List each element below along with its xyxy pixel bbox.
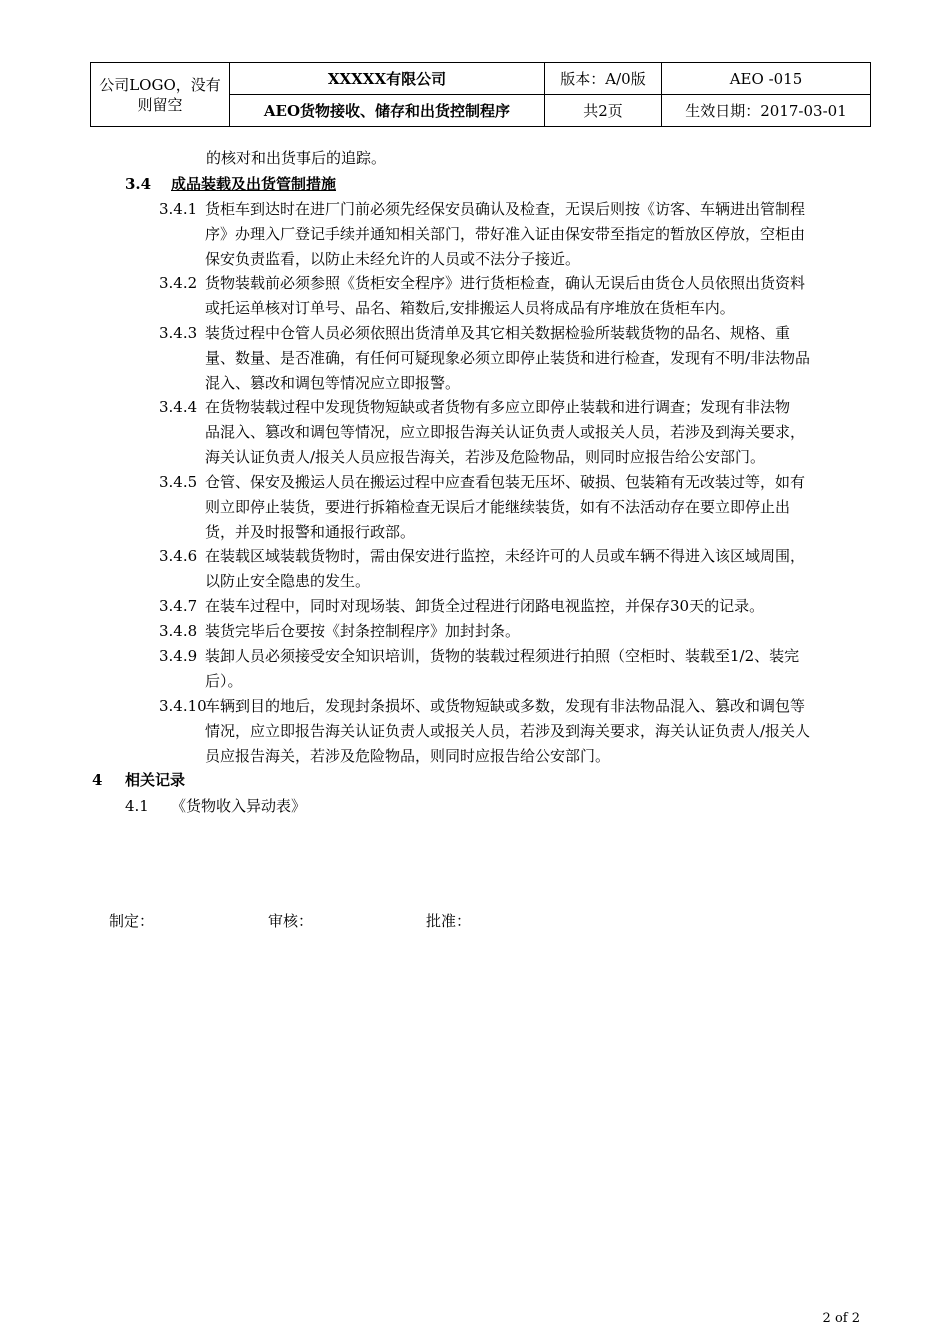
document-header-table <box>90 62 871 127</box>
clause-text-line: 海关认证负责人/报关人员应报告海关，若涉及危险物品，则同时应报告给公安部门。 <box>205 448 766 466</box>
clause-text-line: 在装车过程中，同时对现场装、卸货全过程进行闭路电视监控，并保存30天的记录。 <box>205 597 765 615</box>
signature-made: 制定： <box>109 912 155 930</box>
clause-text-line: 装货完毕后仓要按《封条控制程序》加封封条。 <box>205 622 521 640</box>
clause-text-line: 以防止安全隐患的发生。 <box>205 572 371 590</box>
signature-review: 审核： <box>268 912 314 930</box>
clause-text-line: 混入、篡改和调包等情况应立即报警。 <box>205 374 461 392</box>
signature-approve: 批准： <box>426 912 472 930</box>
clause-text-line: 员应报告海关，若涉及危险物品，则同时应报告给公安部门。 <box>205 747 611 765</box>
version-label: 版本：A/0版 <box>545 63 662 95</box>
clause-text-line: 保安负责监看，以防止未经允许的人员或不法分子接近。 <box>205 250 581 268</box>
section-title: 相关记录 <box>125 771 186 789</box>
clause-text-line: 则立即停止装货，要进行拆箱检查无误后才能继续装货，如有不法活动存在要立即停止出 <box>205 498 791 516</box>
clause-number: 3.4.8 <box>159 622 198 640</box>
clause-text-line: 装货过程中仓管人员必须依照出货清单及其它相关数据检验所装载货物的品名、规格、重 <box>205 324 791 342</box>
clause-text-line: 在货物装载过程中发现货物短缺或者货物有多应立即停止装载和进行调查；发现有非法物 <box>205 398 791 416</box>
clause-text-line: 量、数量、是否准确，有任何可疑现象必须立即停止装货和进行检查，发现有不明/非法物品 <box>205 349 811 367</box>
clause-text-line: 在装载区域装载货物时，需由保安进行监控，未经许可的人员或车辆不得进入该区域周围， <box>205 547 806 565</box>
section-number: 3.4 <box>125 175 152 193</box>
page-number: 2 of 2 <box>822 1311 860 1326</box>
clause-number: 3.4.2 <box>159 274 198 292</box>
company-name: XXXXX有限公司 <box>230 63 545 95</box>
clause-text-line: 装卸人员必须接受安全知识培训，货物的装载过程须进行拍照（空柜时、装载至1/2、装完 <box>205 647 800 665</box>
clause-number: 3.4.6 <box>159 547 198 565</box>
clause-text-line: 货，并及时报警和通报行政部。 <box>205 523 416 541</box>
page-count: 共2页 <box>545 95 662 127</box>
clause-text-line: 货柜车到达时在进厂门前必须先经保安员确认及检查，无误后则按《访客、车辆进出管制程 <box>205 200 806 218</box>
clause-number: 3.4.10 <box>159 697 207 715</box>
document-code: AEO -015 <box>662 63 871 95</box>
section-number: 4 <box>92 771 103 789</box>
clause-number: 3.4.4 <box>159 398 198 416</box>
clause-number: 3.4.9 <box>159 647 198 665</box>
clause-text-line: 后）。 <box>205 672 243 690</box>
clause-number: 3.4.3 <box>159 324 198 342</box>
clause-text-line: 仓管、保安及搬运人员在搬运过程中应查看包装无压坏、破损、包装箱有无改装过等，如有 <box>205 473 806 491</box>
clause-number: 3.4.7 <box>159 597 198 615</box>
clause-text-line: 序》办理入厂登记手续并通知相关部门，带好准入证由保安带至指定的暂放区停放，空柜由 <box>205 225 806 243</box>
clause-text-line: 品混入、篡改和调包等情况，应立即报告海关认证负责人或报关人员，若涉及到海关要求， <box>205 423 806 441</box>
clause-number: 3.4.5 <box>159 473 198 491</box>
record-number: 4.1 <box>125 797 149 815</box>
continuation-text: 的核对和出货事后的追踪。 <box>206 149 387 167</box>
clause-text-line: 或托运单核对订单号、品名、箱数后,安排搬运人员将成品有序堆放在货柜车内。 <box>205 299 735 317</box>
record-name: 《货物收入异动表》 <box>171 797 307 815</box>
clause-text-line: 车辆到目的地后，发现封条损坏、或货物短缺或多数，发现有非法物品混入、篡改和调包等 <box>205 697 806 715</box>
logo-placeholder: 公司LOGO，没有则留空 <box>91 63 230 127</box>
effective-date: 生效日期：2017-03-01 <box>662 95 871 127</box>
clause-number: 3.4.1 <box>159 200 198 218</box>
clause-text-line: 情况，应立即报告海关认证负责人或报关人员，若涉及到海关要求，海关认证负责人/报关人 <box>205 722 811 740</box>
section-title: 成品装载及出货管制措施 <box>171 175 337 193</box>
clause-text-line: 货物装载前必须参照《货柜安全程序》进行货柜检查，确认无误后由货仓人员依照出货资料 <box>205 274 806 292</box>
procedure-title: AEO货物接收、储存和出货控制程序 <box>230 95 545 127</box>
